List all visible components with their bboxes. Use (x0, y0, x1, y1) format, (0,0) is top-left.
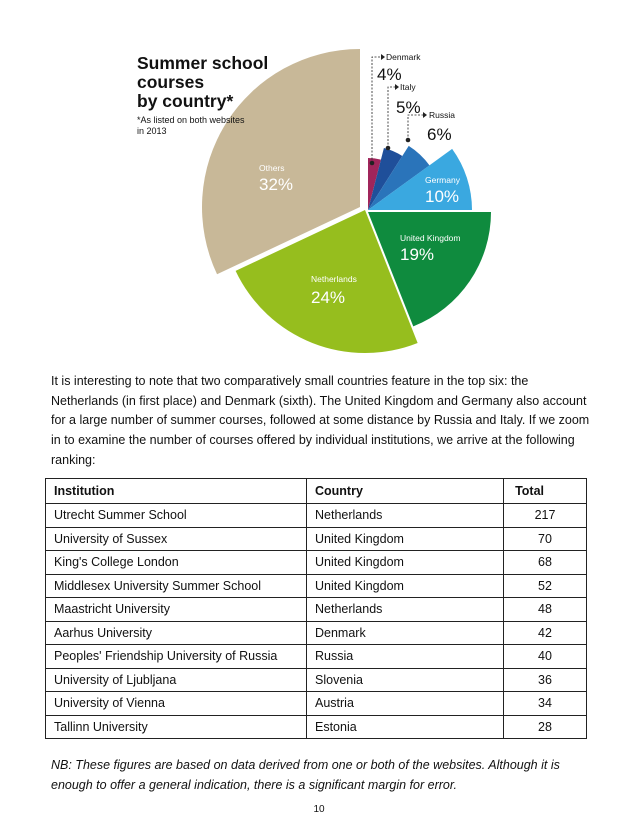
cell-country: Austria (307, 692, 504, 716)
cell-institution: Utrecht Summer School (46, 504, 307, 528)
body-paragraph: It is interesting to note that two comparatively small countries feature in the top six: the Netherlands (in first place) and Denmark (sixth). The United Kingdom and Germany also account for a large number of summer courses, followed at some distance by Russia and Italy. If we zoom in to examine the number of courses offered by individual institutions, we arrive at the following ranking: (51, 374, 590, 467)
cell-institution: University of Ljubljana (46, 668, 307, 692)
table-row (46, 551, 587, 575)
slice-label-germany: Germany (425, 175, 460, 185)
cell-country: Estonia (307, 715, 504, 739)
table-row (46, 692, 587, 716)
table-row (46, 527, 587, 551)
cell-country: United Kingdom (307, 574, 504, 598)
table-header-row (46, 479, 587, 504)
cell-institution: King's College London (46, 551, 307, 575)
table-row (46, 598, 587, 622)
cell-total: 217 (504, 504, 587, 528)
cell-country: Russia (307, 645, 504, 669)
cell-country: United Kingdom (307, 527, 504, 551)
callout-dot-denmark (370, 161, 375, 166)
chart-subtitle: *As listed on both websites in 2013 (137, 115, 245, 136)
cell-institution: Peoples' Friendship University of Russia (46, 645, 307, 669)
page-number: 10 (313, 804, 325, 815)
slice-label-italy: Italy (400, 82, 416, 92)
cell-country: Netherlands (307, 598, 504, 622)
header-institution: Institution (46, 479, 307, 504)
cell-total: 36 (504, 668, 587, 692)
cell-country: Denmark (307, 621, 504, 645)
slice-value-united-kingdom: 19% (400, 245, 435, 264)
cell-country: United Kingdom (307, 551, 504, 575)
callout-arrow-russia (423, 112, 427, 118)
slice-value-denmark: 4% (377, 65, 402, 84)
header-country: Country (307, 479, 504, 504)
cell-total: 70 (504, 527, 587, 551)
callout-arrow-denmark (381, 54, 385, 60)
cell-institution: University of Sussex (46, 527, 307, 551)
table-row (46, 621, 587, 645)
chart-title: Summer school courses by country* (137, 53, 269, 111)
cell-total: 28 (504, 715, 587, 739)
cell-total: 68 (504, 551, 587, 575)
slice-value-netherlands: 24% (311, 288, 346, 307)
slice-label-netherlands: Netherlands (311, 274, 357, 284)
callout-arrow-italy (395, 84, 399, 90)
slice-value-others: 32% (259, 175, 294, 194)
callout-dot-italy (386, 146, 391, 151)
cell-country: Slovenia (307, 668, 504, 692)
table-row (46, 668, 587, 692)
slice-label-others: Others (259, 163, 285, 173)
slice-value-russia: 6% (427, 125, 452, 144)
header-total: Total (504, 479, 587, 504)
callout-dot-russia (406, 138, 411, 143)
cell-institution: Maastricht University (46, 598, 307, 622)
cell-total: 52 (504, 574, 587, 598)
cell-total: 48 (504, 598, 587, 622)
ranking-table (45, 478, 587, 739)
table-row (46, 504, 587, 528)
slice-label-united-kingdom: United Kingdom (400, 233, 461, 243)
cell-institution: Middlesex University Summer School (46, 574, 307, 598)
cell-institution: University of Vienna (46, 692, 307, 716)
pie-chart (0, 0, 638, 360)
table-row (46, 574, 587, 598)
cell-institution: Aarhus University (46, 621, 307, 645)
cell-total: 42 (504, 621, 587, 645)
cell-country: Netherlands (307, 504, 504, 528)
slice-value-italy: 5% (396, 98, 421, 117)
slice-label-russia: Russia (429, 110, 455, 120)
cell-total: 40 (504, 645, 587, 669)
callout-line-russia (408, 115, 424, 140)
table-row (46, 645, 587, 669)
footnote: NB: These figures are based on data derived from one or both of the websites. Although it is enough to offer a general indication, there is a significant margin for error. (51, 758, 560, 792)
slice-value-germany: 10% (425, 187, 460, 206)
cell-institution: Tallinn University (46, 715, 307, 739)
cell-total: 34 (504, 692, 587, 716)
table-row (46, 715, 587, 739)
slice-label-denmark: Denmark (386, 52, 421, 62)
callout-line-italy (388, 87, 396, 148)
